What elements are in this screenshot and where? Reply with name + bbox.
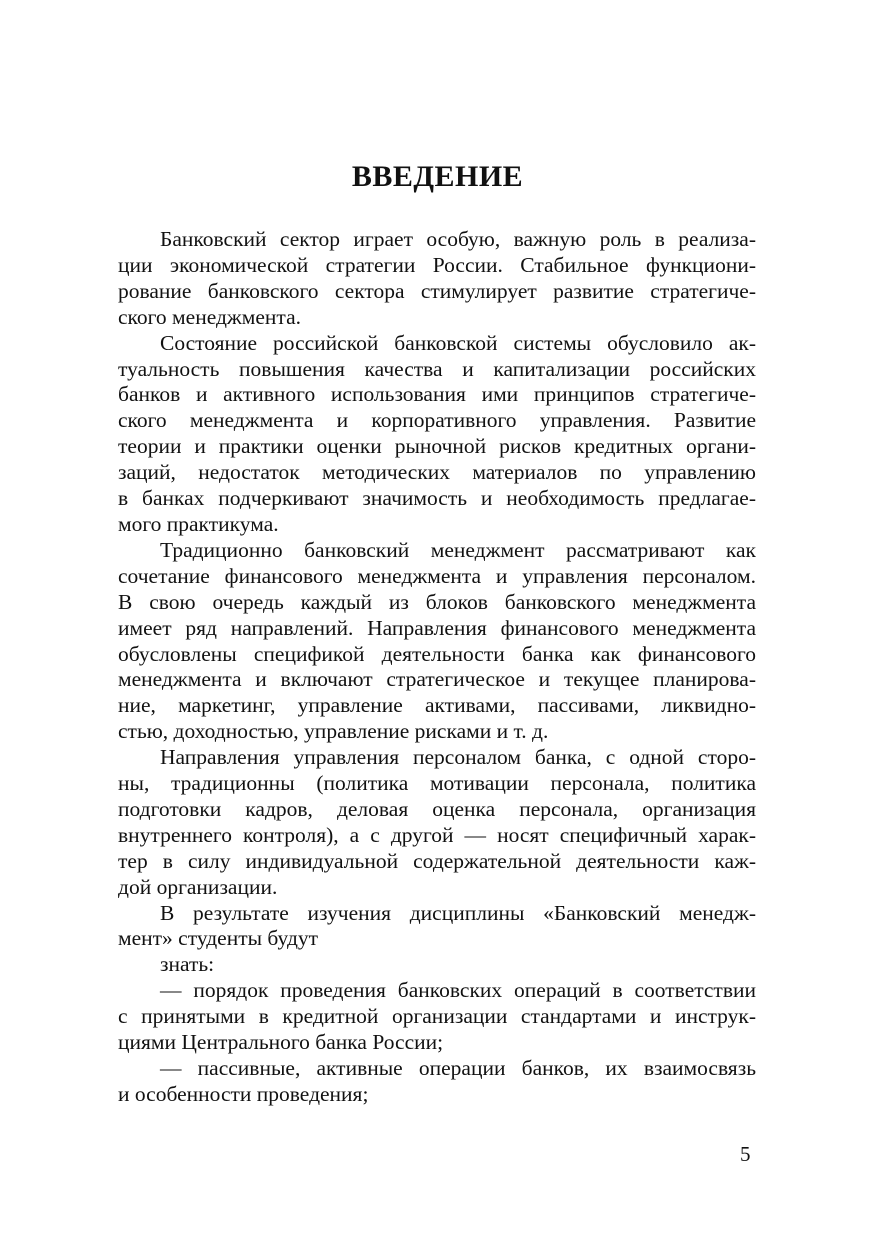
text-line: менеджмента и включают стратегическое и текущее планирова- bbox=[118, 667, 756, 692]
text-line: мого практикума. bbox=[118, 511, 279, 536]
text-line: дой организации. bbox=[118, 874, 278, 899]
text-line: Банковский сектор играет особую, важную роль в реализа- bbox=[160, 227, 756, 251]
text-line: и особенности проведения; bbox=[118, 1081, 369, 1106]
text-line: Состояние российской банковской системы обусловило ак- bbox=[160, 330, 756, 355]
body-text bbox=[118, 227, 756, 1108]
text-line: Направления управления персоналом банка, с одной сторо- bbox=[160, 745, 756, 770]
text-line: ского менеджмента. bbox=[118, 304, 301, 329]
page-title: ВВЕДЕНИЕ bbox=[351, 160, 524, 193]
text-line: В свою очередь каждый из блоков банковского менеджмента bbox=[118, 589, 756, 614]
paragraph bbox=[118, 952, 756, 978]
text-line: ции экономической стратегии России. Стабильное функциони- bbox=[118, 252, 756, 277]
text-line: ние, маркетинг, управление активами, пассивами, ликвидно- bbox=[118, 693, 756, 718]
text-line: подготовки кадров, деловая оценка персонала, организация bbox=[118, 796, 756, 821]
text-line: в банках подчеркивают значимость и необходимость предлагае- bbox=[118, 486, 756, 511]
text-line: с принятыми в кредитной организации стандартами и инструк- bbox=[118, 1004, 756, 1029]
text-line: теории и практики оценки рыночной рисков кредитных органи- bbox=[118, 434, 756, 459]
text-line: знать: bbox=[160, 952, 215, 977]
text-line: ны, традиционны (политика мотивации персонала, политика bbox=[118, 771, 756, 796]
text-line: циями Центрального банка России; bbox=[118, 1030, 444, 1055]
text-line: сочетание финансового менеджмента и управления персоналом. bbox=[118, 563, 756, 588]
page-number: 5 bbox=[740, 1142, 751, 1166]
text-line: стью, доходностью, управление рисками и т. д. bbox=[118, 719, 549, 744]
paragraph bbox=[118, 538, 756, 745]
text-line: рование банковского сектора стимулирует развитие стратегиче- bbox=[118, 278, 756, 303]
paragraph bbox=[118, 745, 756, 900]
text-line: заций, недостаток методических материалов по управлению bbox=[118, 460, 756, 485]
text-line: — пассивные, активные операции банков, их взаимосвязь bbox=[160, 1056, 756, 1080]
text-line: имеет ряд направлений. Направления финансового менеджмента bbox=[118, 615, 756, 640]
text-line: В результате изучения дисциплины «Банковский менедж- bbox=[160, 900, 756, 925]
text-line: ского менеджмента и корпоративного управления. Развитие bbox=[118, 408, 756, 433]
paragraph bbox=[118, 227, 756, 331]
text-line: внутреннего контроля), а с другой — носят специфичный харак- bbox=[118, 822, 756, 847]
text-line: — порядок проведения банковских операций в соответствии bbox=[160, 978, 756, 1003]
paragraph bbox=[118, 901, 756, 953]
paragraph bbox=[118, 978, 756, 1056]
paragraph bbox=[118, 331, 756, 538]
text-line: Традиционно банковский менеджмент рассматривают как bbox=[160, 537, 756, 562]
paragraph bbox=[118, 1056, 756, 1108]
text-line: обусловлены спецификой деятельности банка как финансового bbox=[118, 641, 756, 666]
text-line: банков и активного использования ими принципов стратегиче- bbox=[118, 382, 756, 407]
text-line: тер в силу индивидуальной содержательной деятельности каж- bbox=[118, 848, 756, 873]
text-line: мент» студенты будут bbox=[118, 926, 319, 951]
text-line: туальность повышения качества и капитализации российских bbox=[118, 356, 756, 381]
